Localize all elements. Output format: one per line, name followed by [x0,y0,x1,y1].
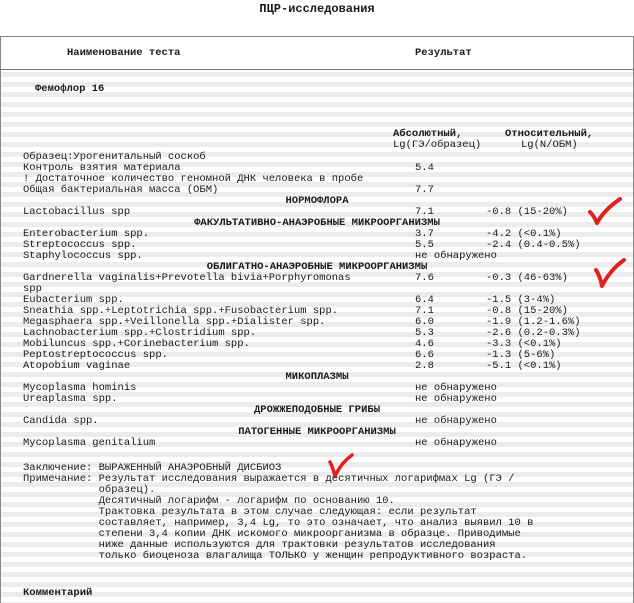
section-obligate: ОБЛИГАТНО-АНАЭРОБНЫЕ МИКРООРГАНИЗМЫ [206,261,428,273]
col-absolute-unit: Lg(ГЭ/образец) [393,139,482,151]
row-rel: -3.3 (<0.1%) [486,338,562,350]
comment-heading: Комментарий [23,587,93,599]
row-rel: -1.9 (1.2-1.6%) [486,316,581,328]
row-rel: -5.1 (<0.1%) [486,360,562,372]
note-line: ниже данные используются для трактовки результатов исследования [23,539,496,551]
row-rel: -0.8 (15-20%) [486,305,568,317]
row-abs: 4.6 [415,338,434,350]
note-line: Трактовка результата в этом случае следующая: если результат [23,506,477,518]
row-abs: 3.7 [415,228,434,240]
section-facultative: ФАКУЛЬТАТИВНО-АНАЭРОБНЫЕ МИКРООРГАНИЗМЫ [194,217,440,229]
section-pathogenic: ПАТОГЕННЫЕ МИКРООРГАНИЗМЫ [238,426,396,438]
row-abs: 6.4 [415,294,434,306]
row-abs: 6.0 [415,316,434,328]
col-relative: Относительный, [505,128,594,140]
row-status: не обнаружено [415,382,497,394]
row-rel: -2.6 (0.2-0.3%) [486,327,581,339]
row-name: Megasphaera spp.+Veillonella spp.+Dialister spp. [23,316,326,328]
sample-line: Образец:Урогенитальный соскоб [23,151,206,163]
section-yeast: ДРОЖЖЕПОДОБНЫЕ ГРИБЫ [253,404,381,416]
row-status: не обнаружено [415,437,497,449]
row-abs: 5.3 [415,327,434,339]
row-rel: -0.8 (15-20%) [486,206,568,218]
row-abs: 7.7 [415,184,434,196]
row-abs: 6.6 [415,349,434,361]
row-rel: -1.5 (3-4%) [486,294,556,306]
row-status: не обнаружено [415,250,497,262]
row-abs: 7.1 [415,305,434,317]
row-abs: 5.4 [415,162,434,174]
row-rel: -2.4 (0.4-0.5%) [486,239,581,251]
row-status: не обнаружено [415,393,497,405]
row-name: Peptostreptococcus spp. [23,349,168,361]
row-rel: -0.3 (46-63%) [486,272,568,284]
section-normoflora: НОРМОФЛОРА [285,195,349,207]
note-line: только биоценоза влагалища ТОЛЬКО у женщин репродуктивного возраста. [23,550,528,562]
row-name: Lactobacillus spp [23,206,131,218]
row-name: ! Достаточное количество геномной ДНК человека в пробе [23,173,364,185]
row-name: Mycoplasma genitalium [23,437,156,449]
check-mark-icon [594,258,626,290]
note-line: Примечание: Результат исследования выражается в десятичных логарифмах Lg (ГЭ / [23,473,515,485]
row-name: Mycoplasma hominis [23,382,137,394]
row-name: Контроль взятия материала [23,162,181,174]
row-name: Ureaplasma spp. [23,393,118,405]
row-abs: 2.8 [415,360,434,372]
note-line: Десятичный логарифм - логарифм по основанию 10. [23,495,395,507]
row-rel: -4.2 (<0.1%) [486,228,562,240]
panel-name: Фемофлор 16 [35,83,105,95]
conclusion: Заключение: ВЫРАЖЕННЫЙ АНАЭРОБНЫЙ ДИСБИОЗ [23,462,282,474]
header-result: Результат [415,47,472,59]
row-rel: -1.3 (5-6%) [486,349,556,361]
check-mark-icon [588,196,622,228]
row-name: Candida spp. [23,415,99,427]
row-name: Общая бактериальная масса (ОБМ) [23,184,219,196]
row-name: Enterobacterium spp. [23,228,150,240]
col-relative-unit: Lg(N/ОБМ) [521,139,578,151]
row-name: Eubacterium spp. [23,294,124,306]
note-line: составляет, например, 3,4 Lg, то это означает, что анализ выявил 10 в [23,517,534,529]
row-name: Staphylococcus spp. [23,250,143,262]
row-abs: 7.1 [415,206,434,218]
page-title: ПЦР-исследования [259,2,375,16]
header-test-name: Наименование теста [67,47,181,59]
section-mycoplasma: МИКОПЛАЗМЫ [285,371,349,383]
check-mark-icon [328,453,354,479]
table-header [1,37,633,70]
row-abs: 5.5 [415,239,434,251]
results-table [0,36,634,603]
row-name: Sneathia spp.+Leptotrichia spp.+Fusobacterium spp. [23,305,339,317]
row-name: Atopobium vaginae [23,360,131,372]
note-line: степени 3,4 копии ДНК искомого микроорганизма в образце. Приводимые [23,528,521,540]
row-abs: 7.6 [415,272,434,284]
row-name: Mobiluncus spp.+Corinebacterium spp. [23,338,250,350]
row-name: Gardnerella vaginalis+Prevotella bivia+Porphyromonas [23,272,351,284]
row-status: не обнаружено [415,415,497,427]
note-line: образец). [23,484,156,496]
row-name: Streptococcus spp. [23,239,137,251]
row-name-cont: spp [23,283,42,295]
col-absolute: Абсолютный, [393,128,463,140]
row-name: Lachnobacterium spp.+Clostridium spp. [23,327,257,339]
